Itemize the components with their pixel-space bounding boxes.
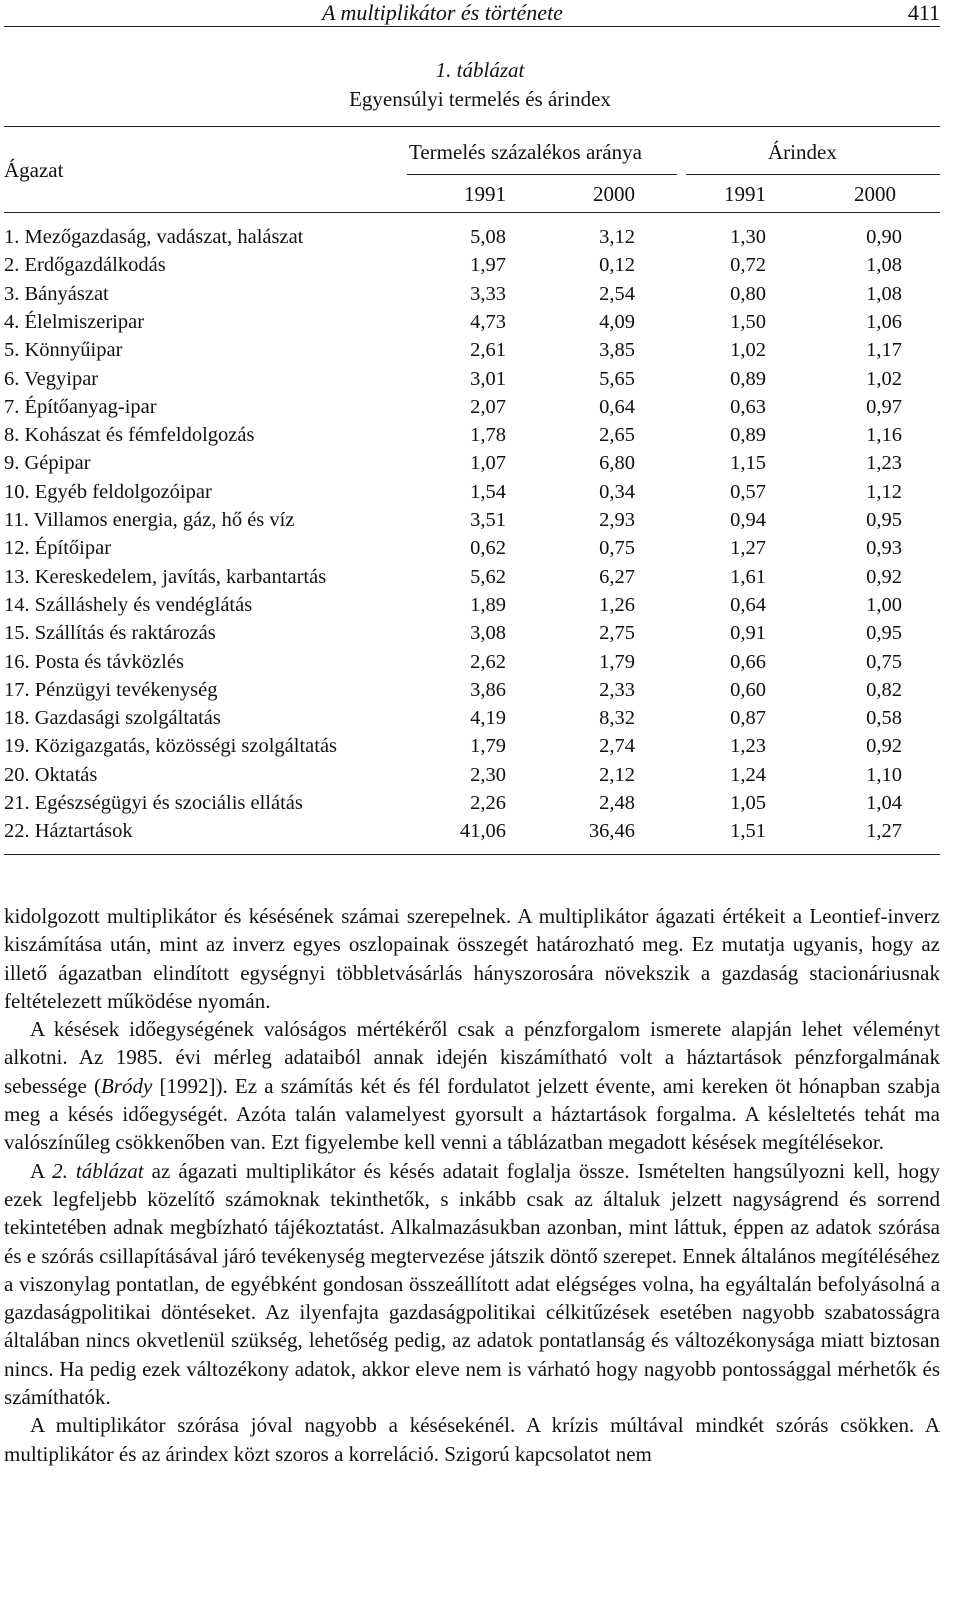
production-1991: 2,62: [470, 650, 506, 673]
price-index-1991: 1,51: [730, 820, 766, 843]
table-row: [4, 735, 940, 763]
price-index-2000: 0,90: [866, 226, 902, 248]
table-row: [4, 226, 940, 254]
production-1991: 1,79: [470, 735, 506, 758]
price-index-1991: 0,66: [730, 650, 766, 673]
price-index-group-header: Árindex: [768, 140, 837, 164]
price-index-1991: 0,87: [730, 707, 766, 730]
production-1991: 2,30: [470, 763, 506, 786]
production-1991: 1,07: [470, 452, 506, 475]
sector-name: 11. Villamos energia, gáz, hő és víz: [4, 509, 295, 531]
price-index-2000: 0,92: [866, 735, 902, 758]
production-1991: 2,26: [470, 792, 506, 814]
sector-name: 19. Közigazgatás, közösségi szolgáltatás: [4, 735, 338, 758]
production-1991: 1,97: [470, 254, 506, 277]
table-row: [4, 679, 940, 707]
production-1991: 4,73: [470, 310, 506, 333]
production-2000: 2,75: [599, 622, 635, 645]
production-2000: 4,09: [599, 310, 635, 333]
price-index-2000: 1,10: [866, 763, 902, 786]
production-1991: 3,08: [470, 622, 506, 645]
production-2000: 2,65: [599, 424, 635, 447]
table-row: [4, 707, 940, 735]
price-index-1991: 0,94: [730, 509, 766, 531]
price-index-1991: 1,15: [730, 452, 766, 475]
running-title: A multiplikátor és története: [322, 0, 563, 25]
price-group-rule: [686, 174, 940, 175]
table-header-rule: [4, 212, 940, 213]
year-header-prod-1991: 1991: [464, 182, 506, 206]
price-index-2000: 1,02: [866, 367, 902, 390]
table-top-rule: [4, 126, 940, 127]
sector-name: 15. Szállítás és raktározás: [4, 622, 216, 645]
sector-name: 7. Építőanyag-ipar: [4, 395, 157, 418]
paragraph-3-text-a: A: [30, 1158, 53, 1183]
sector-name: 17. Pénzügyi tevékenység: [4, 678, 218, 701]
production-2000: 2,12: [599, 763, 635, 786]
paragraph-2-text-b: [1992]). Ez a számítás két és fél fordulatot jelzett évente, ami kereken öt hónapban szabja meg a késés időegységét. Azóta talán valamelyest gyorsult a háztartások forgalma. A késleltetés tehát ma valószínűleg csökkenőben van. Ezt figyelembe kell venni a táblázatban megadott késések megítélésekor.: [4, 1073, 940, 1155]
production-2000: 2,48: [599, 792, 635, 814]
table-row: [4, 509, 940, 537]
sector-name: 8. Kohászat és fémfeldolgozás: [4, 424, 255, 447]
price-index-2000: 1,08: [866, 282, 902, 305]
sector-name: 1. Mezőgazdaság, vadászat, halászat: [4, 226, 304, 248]
production-1991: 5,08: [470, 226, 506, 248]
production-2000: 8,32: [599, 707, 635, 730]
price-index-1991: 1,24: [730, 763, 766, 786]
body-text: [4, 902, 940, 1468]
table-row: [4, 481, 940, 509]
production-2000: 2,93: [599, 509, 635, 531]
table-row: [4, 283, 940, 311]
price-index-2000: 1,17: [866, 339, 902, 362]
table-row: [4, 254, 940, 282]
table-row: [4, 396, 940, 424]
production-2000: 3,12: [599, 226, 635, 248]
table-row: [4, 311, 940, 339]
production-2000: 6,80: [599, 452, 635, 475]
table-row: [4, 764, 940, 792]
production-1991: 5,62: [470, 565, 506, 588]
paragraph-3-text-b: az ágazati multiplikátor és késés adatait foglalja össze. Ismételten hangsúlyozni kell, hogy ezek legfeljebb közelítő számoknak tekinthetők, s inkább csak az általuk jelzett nagyságrend és sorrend tekintetében adnak megbízható tájékoztatást. Alkalmazásukban azonban, mint láttuk, éppen az adatok szórása és e szórás csillapításával járó tevékenység megtervezése játszik döntő szerepet. Ennek általános megítéléséhez a viszonylag pontatlan, de egyébként gondosan összeállított adat elégséges volna, ha egyáltalán befolyásolná a gazdaságpolitikai döntéseket. Az ilyenfajta gazdaságpolitikai célkitűzések esetében nagyobb szabatosságra általában nincs okvetlenül szükség, lehetőség pedig, az adatok pontatlanság és változékonysága miatt biztosan nincs. Ha pedig ezek változékony adatok, akkor eleve nem is várható hogy nagyobb pontossággal mérhetők és számíthatók.: [4, 1158, 940, 1410]
year-header-prod-2000: 2000: [593, 182, 635, 206]
price-index-2000: 1,06: [866, 310, 902, 333]
table-row: [4, 820, 940, 848]
price-index-2000: 0,82: [866, 678, 902, 701]
year-header-index-1991: 1991: [724, 182, 766, 206]
table-row: [4, 339, 940, 367]
price-index-2000: 1,23: [866, 452, 902, 475]
table-row: [4, 622, 940, 650]
price-index-1991: 0,64: [730, 593, 766, 616]
citation-brody: Bródy: [100, 1073, 153, 1098]
paragraph-3: [4, 1157, 940, 1412]
production-1991: 1,89: [470, 593, 506, 616]
price-index-2000: 1,27: [866, 820, 902, 843]
price-index-2000: 0,97: [866, 395, 902, 418]
page-number: 411: [907, 0, 940, 25]
production-2000: 1,26: [599, 593, 635, 616]
table-row: [4, 594, 940, 622]
production-2000: 2,33: [599, 678, 635, 701]
sector-name: 22. Háztartások: [4, 820, 133, 843]
table-caption-title: Egyensúlyi termelés és árindex: [349, 87, 611, 111]
production-group-rule: [407, 174, 677, 175]
table-bottom-rule: [4, 854, 940, 855]
production-1991: 3,51: [470, 509, 506, 531]
sector-name: 18. Gazdasági szolgáltatás: [4, 707, 221, 730]
table-2-reference: 2. táblázat: [52, 1158, 144, 1183]
price-index-1991: 0,60: [730, 678, 766, 701]
price-index-2000: 1,12: [866, 480, 902, 503]
table-row: [4, 566, 940, 594]
price-index-2000: 0,92: [866, 565, 902, 588]
production-1991: 2,61: [470, 339, 506, 362]
production-2000: 0,75: [599, 537, 635, 560]
sector-name: 2. Erdőgazdálkodás: [4, 254, 166, 277]
production-1991: 4,19: [470, 707, 506, 730]
price-index-1991: 1,02: [730, 339, 766, 362]
price-index-1991: 1,27: [730, 537, 766, 560]
price-index-2000: 0,58: [866, 707, 902, 730]
sector-name: 14. Szálláshely és vendéglátás: [4, 593, 253, 616]
production-group-header: Termelés százalékos aránya: [409, 140, 642, 164]
sector-name: 3. Bányászat: [4, 282, 109, 305]
table-row: [4, 368, 940, 396]
price-index-2000: 0,95: [866, 622, 902, 645]
production-2000: 2,54: [599, 282, 635, 305]
production-2000: 0,64: [599, 395, 635, 418]
price-index-1991: 1,23: [730, 735, 766, 758]
production-2000: 2,74: [599, 735, 635, 758]
production-1991: 3,86: [470, 678, 506, 701]
sector-column-header: Ágazat: [4, 158, 64, 182]
sector-name: 10. Egyéb feldolgozóipar: [4, 480, 212, 503]
sector-name: 4. Élelmiszeripar: [4, 310, 145, 333]
production-2000: 0,34: [599, 480, 635, 503]
price-index-2000: 1,16: [866, 424, 902, 447]
price-index-2000: 1,00: [866, 593, 902, 616]
production-2000: 6,27: [599, 565, 635, 588]
sector-name: 12. Építőipar: [4, 537, 112, 560]
paragraph-2: [4, 1015, 940, 1156]
table-row: [4, 537, 940, 565]
year-header-index-2000: 2000: [854, 182, 896, 206]
production-2000: 0,12: [599, 254, 635, 277]
paragraph-4: A multiplikátor szórása jóval nagyobb a késésekénél. A krízis múltával mindkét szórás csökken. A multiplikátor és az árindex közt szoros a korreláció. Szigorú kapcsolatot nem: [4, 1413, 940, 1466]
price-index-2000: 0,75: [866, 650, 902, 673]
production-2000: 3,85: [599, 339, 635, 362]
price-index-2000: 1,08: [866, 254, 902, 277]
price-index-1991: 0,89: [730, 367, 766, 390]
production-1991: 1,54: [470, 480, 506, 503]
price-index-1991: 0,57: [730, 480, 766, 503]
paragraph-2-text-a: A késések időegységének valóságos mértékéről csak a pénzforgalom ismerete alapján lehet véleményt alkotni. Az 1985. évi mérleg adataiból annak idején kiszámítható volt a háztartások pénzforgalmának sebessége (: [4, 1017, 940, 1098]
sector-name: 13. Kereskedelem, javítás, karbantartás: [4, 565, 327, 588]
running-header: [4, 0, 940, 27]
price-index-2000: 1,04: [866, 792, 902, 814]
price-index-1991: 1,50: [730, 310, 766, 333]
price-index-2000: 0,95: [866, 509, 902, 531]
sector-name: 20. Oktatás: [4, 763, 98, 786]
price-index-1991: 1,61: [730, 565, 766, 588]
table-caption-number: 1. táblázat: [435, 58, 525, 82]
price-index-1991: 1,30: [730, 226, 766, 248]
price-index-2000: 0,93: [866, 537, 902, 560]
production-1991: 41,06: [459, 820, 506, 843]
table-row: [4, 792, 940, 820]
price-index-1991: 0,63: [730, 395, 766, 418]
table-row: [4, 452, 940, 480]
sector-name: 9. Gépipar: [4, 452, 91, 475]
price-index-1991: 0,72: [730, 254, 766, 277]
production-1991: 3,33: [470, 282, 506, 305]
sector-name: 16. Posta és távközlés: [4, 650, 184, 673]
production-2000: 36,46: [588, 820, 635, 843]
table-row: [4, 651, 940, 679]
sector-name: 6. Vegyipar: [4, 367, 99, 390]
production-1991: 2,07: [470, 395, 506, 418]
production-2000: 5,65: [599, 367, 635, 390]
table-row: [4, 424, 940, 452]
price-index-1991: 0,80: [730, 282, 766, 305]
price-index-1991: 0,89: [730, 424, 766, 447]
sector-name: 21. Egészségügyi és szociális ellátás: [4, 792, 303, 814]
production-1991: 1,78: [470, 424, 506, 447]
production-1991: 0,62: [470, 537, 506, 560]
sector-name: 5. Könnyűipar: [4, 339, 123, 362]
production-1991: 3,01: [470, 367, 506, 390]
paragraph-1: kidolgozott multiplikátor és késésének számai szerepelnek. A multiplikátor ágazati értékeit a Leontief-inverz kiszámítása után, mint az inverz egyes oszlopainak összegét határozható meg. Ez mutatja ugyanis, hogy az illető ágazatban elindított egységnyi többletvásárlás hányszorosára növekszik a gazdaság stacionáriusnak feltételezett működése nyomán.: [4, 904, 940, 1013]
production-2000: 1,79: [599, 650, 635, 673]
price-index-1991: 1,05: [730, 792, 766, 814]
price-index-1991: 0,91: [730, 622, 766, 645]
